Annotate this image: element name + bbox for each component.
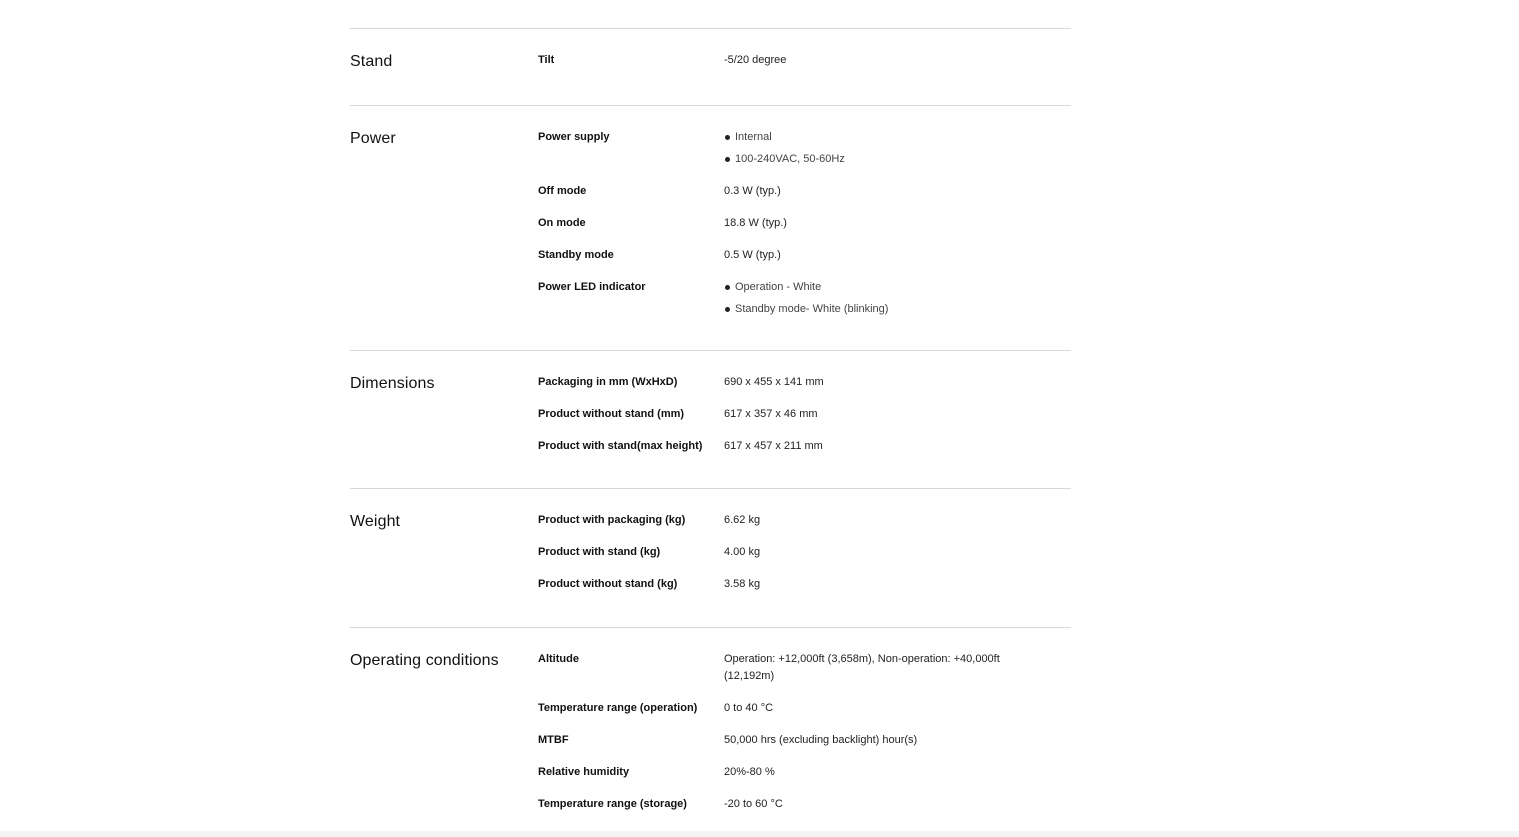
bottom-edge-strip: [0, 831, 1519, 837]
spec-rows: [538, 52, 1071, 72]
spec-value: Operation: +12,000ft (3,658m), Non-operation: +40,000ft (12,192m): [724, 653, 1000, 682]
spec-value: 4.00 kg: [724, 546, 761, 558]
spec-row-packaging: [538, 374, 1071, 391]
spec-label: Product with stand (kg): [538, 546, 661, 558]
spec-row-standby-mode: [538, 247, 1071, 264]
spec-label: Temperature range (storage): [538, 798, 687, 810]
spec-value: 6.62 kg: [724, 514, 761, 526]
section-title: Stand: [350, 53, 393, 70]
spec-label: Power supply: [538, 131, 610, 143]
bullet-list: [724, 279, 1031, 318]
spec-label: Product with stand(max height): [538, 440, 703, 452]
bullet-list: [724, 129, 1031, 168]
spec-row-altitude: [538, 651, 1071, 685]
spec-row-off-mode: [538, 183, 1071, 200]
spec-label: Tilt: [538, 54, 555, 66]
spec-value: 0 to 40 °C: [724, 702, 774, 714]
spec-row-without-stand: [538, 576, 1071, 593]
list-item: Internal: [724, 129, 1031, 146]
spec-table: [350, 28, 1071, 833]
spec-value: 617 x 457 x 211 mm: [724, 440, 823, 452]
spec-label: Standby mode: [538, 249, 614, 261]
spec-value: [724, 129, 1071, 168]
spec-value: 20%-80 %: [724, 766, 775, 778]
section-title: Weight: [350, 513, 401, 530]
spec-value: 0.5 W (typ.): [724, 249, 781, 261]
spec-value: 617 x 357 x 46 mm: [724, 408, 818, 420]
spec-rows: [538, 512, 1071, 593]
spec-row-power-supply: [538, 129, 1071, 168]
spec-value: 690 x 455 x 141 mm: [724, 376, 824, 388]
spec-row-temperature-operation: [538, 700, 1071, 717]
spec-value: [724, 279, 1071, 318]
section-stand: [350, 28, 1071, 105]
spec-label: Power LED indicator: [538, 281, 646, 293]
list-item: Standby mode- White (blinking): [724, 301, 1031, 318]
section-title: Dimensions: [350, 375, 435, 392]
section-power: [350, 105, 1071, 350]
section-weight: [350, 488, 1071, 627]
spec-value: -20 to 60 °C: [724, 798, 783, 810]
spec-row-tilt: [538, 52, 1071, 69]
list-item: 100-240VAC, 50-60Hz: [724, 151, 1031, 168]
spec-label: On mode: [538, 217, 586, 229]
section-title: Power: [350, 130, 396, 147]
spec-row-relative-humidity: [538, 764, 1071, 781]
spec-row-temperature-storage: [538, 796, 1071, 813]
spec-label: Temperature range (operation): [538, 702, 698, 714]
list-item: Operation - White: [724, 279, 1031, 296]
spec-row-on-mode: [538, 215, 1071, 232]
spec-label: Relative humidity: [538, 766, 630, 778]
spec-row-mtbf: [538, 732, 1071, 749]
spec-rows: [538, 374, 1071, 455]
spec-value: 0.3 W (typ.): [724, 185, 781, 197]
spec-label: Altitude: [538, 653, 579, 665]
section-title: Operating conditions: [350, 652, 499, 669]
spec-rows: [538, 651, 1071, 813]
section-dimensions: [350, 350, 1071, 488]
spec-value: 3.58 kg: [724, 578, 761, 590]
spec-label: Product without stand (mm): [538, 408, 685, 420]
spec-value: 50,000 hrs (excluding backlight) hour(s): [724, 734, 918, 746]
spec-row-power-led-indicator: [538, 279, 1071, 318]
spec-label: Product without stand (kg): [538, 578, 678, 590]
spec-row-with-packaging: [538, 512, 1071, 529]
spec-value: 18.8 W (typ.): [724, 217, 787, 229]
section-operating-conditions: [350, 627, 1071, 833]
spec-row-with-stand: [538, 544, 1071, 561]
spec-label: Off mode: [538, 185, 587, 197]
spec-label: Product with packaging (kg): [538, 514, 686, 526]
spec-row-product-with-stand: [538, 438, 1071, 455]
spec-label: MTBF: [538, 734, 569, 746]
spec-label: Packaging in mm (WxHxD): [538, 376, 678, 388]
spec-value: -5/20 degree: [724, 54, 787, 66]
spec-rows: [538, 129, 1071, 318]
spec-row-product-without-stand: [538, 406, 1071, 423]
